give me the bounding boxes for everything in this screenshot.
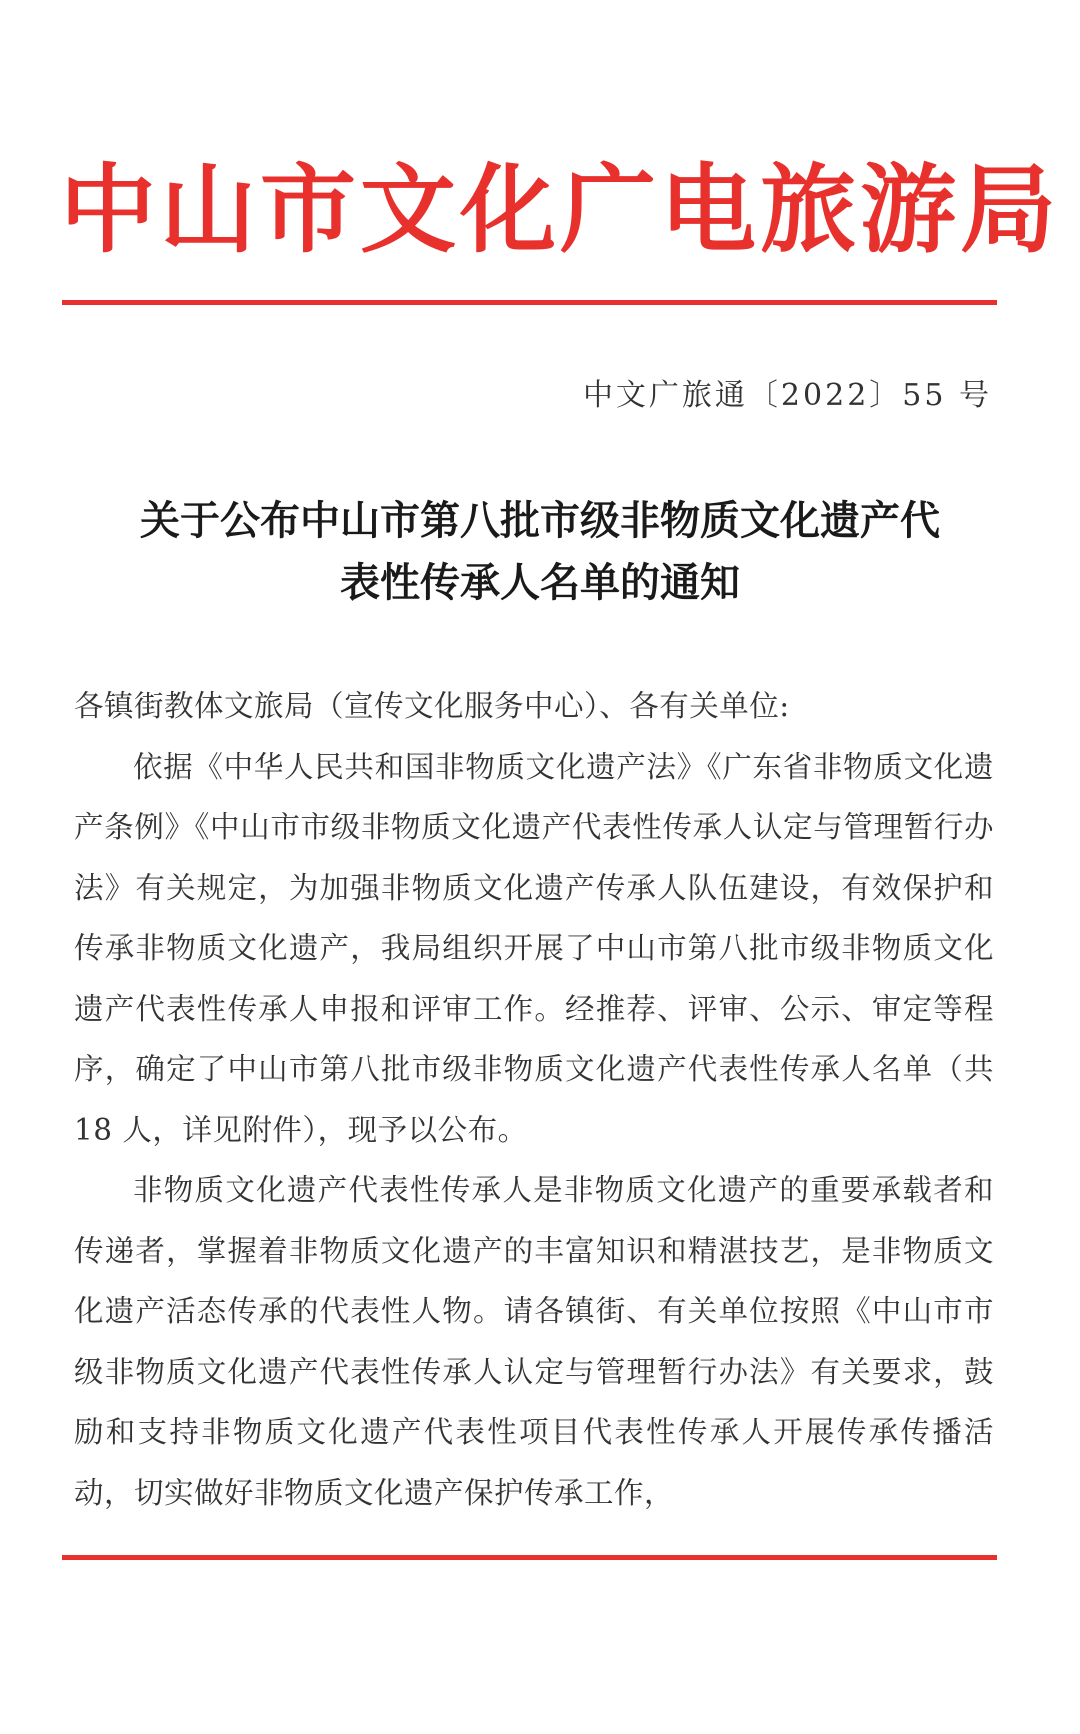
notice-title-line-1: 关于公布中山市第八批市级非物质文化遗产代	[140, 498, 940, 544]
document-number: 中文广旅通〔2022〕55 号	[582, 378, 992, 413]
header-red-rule	[62, 300, 997, 305]
salutation: 各镇街教体文旅局（宣传文化服务中心）、各有关单位:	[74, 689, 790, 723]
body-paragraph-1: 依据《中华人民共和国非物质文化遗产法》《广东省非物质文化遗产条例》《中山市市级非物质文化遗产代表性传承人认定与管理暂行办法》有关规定，为加强非物质文化遗产传承人队伍建设，有效保护和传承非物质文化遗产，我局组织开展了中山市第八批市级非物质文化遗产代表性传承人申报和评审工作。经推荐、评审、公示、审定等程序，确定了中山市第八批市级非物质文化遗产代表性传承人名单（共 18 人，详见附件），现予以公布。	[74, 749, 994, 1147]
notice-title	[70, 490, 1010, 614]
footer-red-rule	[62, 1555, 997, 1560]
body-paragraph-2: 非物质文化遗产代表性传承人是非物质文化遗产的重要承载者和传递者，掌握着非物质文化遗产的丰富知识和精湛技艺，是非物质文化遗产活态传承的代表性人物。请各镇街、有关单位按照《中山市市级非物质文化遗产代表性传承人认定与管理暂行办法》有关要求，鼓励和支持非物质文化遗产代表性项目代表性传承人开展传承传播活动，切实做好非物质文化遗产保护传承工作，	[74, 1173, 994, 1510]
issuer-heading: 中山市文化广电旅游局	[60, 153, 1060, 266]
notice-title-line-2: 表性传承人名单的通知	[340, 560, 740, 606]
notice-body	[74, 676, 994, 1523]
